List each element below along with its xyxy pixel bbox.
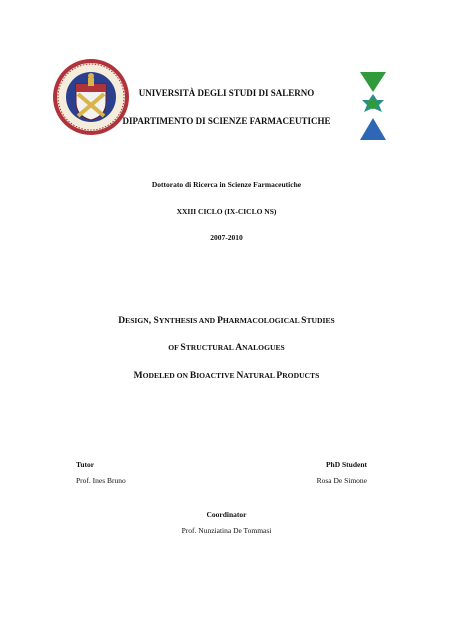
title-run: P — [217, 316, 223, 326]
title-run: YNTHESIS AND — [158, 316, 218, 325]
title-run: TRUCTURAL — [185, 343, 236, 352]
thesis-title-line-2 — [0, 343, 453, 353]
title-run: IOACTIVE — [196, 371, 237, 380]
title-run: OF — [168, 343, 181, 352]
thesis-title-line-1 — [0, 316, 453, 326]
title-run: TUDIES — [306, 316, 335, 325]
department-emblem-icon — [356, 70, 390, 144]
title-run: P — [276, 371, 283, 381]
title-run: ESIGN — [125, 316, 149, 325]
title-run: M — [133, 371, 143, 381]
department-name: DIPARTIMENTO DI SCIENZE FARMACEUTICHE — [122, 116, 331, 126]
tutor-label: Tutor — [76, 460, 95, 469]
coordinator-name: Prof. Nunziatina De Tommasi — [181, 526, 272, 535]
title-run: D — [118, 316, 126, 326]
title-run: RODUCTS — [282, 371, 320, 380]
title-run: N — [236, 371, 244, 381]
title-run: HARMACOLOGICAL — [222, 316, 302, 325]
title-run: ATURAL — [243, 371, 277, 380]
title-run: A — [235, 343, 243, 353]
university-name: UNIVERSITÀ DEGLI STUDI DI SALERNO — [138, 88, 315, 98]
title-run: B — [189, 371, 197, 381]
title-run: S — [301, 316, 307, 326]
thesis-title-line-3 — [0, 371, 453, 381]
title-run: ODELED ON — [142, 371, 190, 380]
title-run: , S — [148, 316, 159, 326]
doctorate-program: Dottorato di Ricerca in Scienze Farmaceutiche — [151, 180, 302, 189]
years-label: 2007-2010 — [210, 233, 243, 242]
cycle-label: XXIII CICLO (IX-CICLO NS) — [176, 207, 277, 216]
title-run: S — [180, 343, 186, 353]
coordinator-label: Coordinator — [206, 510, 247, 519]
student-name: Rosa De Simone — [316, 476, 367, 485]
title-run: NALOGUES — [242, 343, 285, 352]
tutor-name: Prof. Ines Bruno — [76, 476, 126, 485]
student-label: PhD Student — [325, 460, 367, 469]
